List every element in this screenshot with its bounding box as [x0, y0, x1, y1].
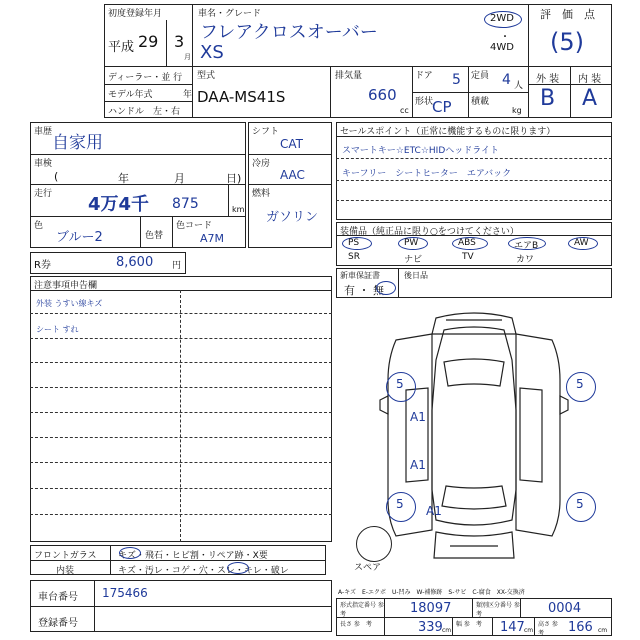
divider [412, 92, 528, 93]
recycle-label: R券 [34, 260, 51, 271]
history-label: 車歴 [34, 127, 53, 137]
dealer-label: ディーラー・並 行 [108, 73, 183, 83]
grade: XS [200, 42, 224, 63]
car-name: フレアクロスオーバー [200, 22, 378, 43]
mark-a1-door1: A1 [410, 410, 426, 424]
width-value: 147 [500, 620, 525, 635]
divider [570, 66, 571, 118]
interior-cond-label: 内装 [56, 566, 75, 576]
capacity-unit: 人 [514, 81, 524, 91]
class-ref-value: 0004 [548, 601, 582, 616]
notes-frame [30, 276, 332, 542]
equip-pw: PW [404, 238, 419, 248]
capacity-value: 4 [502, 72, 511, 88]
recycle-value: 8,600 [116, 255, 154, 270]
divider [166, 20, 167, 66]
equip-navi: ナビ [404, 255, 423, 265]
mileage-rest: 875 [172, 196, 199, 212]
km-unit: km [232, 205, 245, 214]
shape-label: 形状 [415, 97, 434, 107]
reg-month: 3 [174, 32, 185, 51]
model-ref-value: 18097 [410, 601, 452, 616]
recycle-unit: 円 [172, 261, 182, 271]
ac-label: 冷房 [252, 159, 271, 169]
front-glass-circle [119, 547, 141, 559]
equip-tv: TV [462, 252, 474, 262]
spare-circle [356, 526, 392, 562]
ac-value: AAC [280, 168, 305, 182]
type-label: 型式 [197, 71, 216, 81]
color-value: ブルー2 [56, 230, 103, 245]
door-label: ドア [415, 71, 433, 81]
equipment-title: 装備品（純正品に限り○をつけてください） [340, 227, 519, 237]
exterior-label: 外 装 [536, 74, 560, 85]
history-value: 自家用 [52, 133, 103, 153]
length-unit: cm [442, 627, 452, 634]
mark-front-left: 5 [396, 377, 404, 391]
notes-line1: 外装 うすい線キズ [36, 299, 103, 308]
later-items-label: 後日品 [404, 271, 428, 280]
spare-label: スペア [354, 563, 382, 573]
divider [104, 66, 528, 67]
divider [192, 4, 193, 66]
grade-value: (5) [550, 28, 584, 56]
month-unit: 月 [184, 53, 191, 61]
grade-label: 評 価 点 [540, 8, 595, 21]
equip-leather: カワ [516, 255, 535, 265]
interior-value: A [582, 86, 598, 111]
inspection-month: 月 [174, 172, 185, 185]
registration-label: 登録番号 [38, 618, 78, 629]
mark-front-right: 5 [576, 377, 584, 391]
equip-ps: PS [348, 238, 360, 248]
fuel-value: ガソリン [266, 210, 319, 225]
inspection-label: 車検 [34, 159, 53, 169]
damage-legend: A-キズ E-エクボ U-凹み W-補修跡 S-サビ C-腐食 XX-交換済 [338, 589, 525, 596]
mileage-value: 4万4千 [88, 194, 150, 215]
capacity-label: 定員 [471, 71, 490, 81]
era: 平成 [108, 40, 135, 55]
shift-value: CAT [280, 137, 303, 151]
notes-line2: シート すれ [36, 325, 79, 334]
equip-sr: SR [348, 252, 360, 262]
chassis-label: 車台番号 [38, 592, 78, 603]
inspection-year: 年 [118, 172, 129, 185]
divider [104, 84, 192, 85]
height-label: 高さ 参 考 [538, 621, 564, 637]
car-name-label: 車名・グレード [198, 9, 262, 19]
divider [528, 4, 529, 118]
interior-cond-circle [227, 562, 249, 574]
model-year-unit: 年 [183, 90, 193, 100]
mileage-label: 走行 [34, 189, 53, 199]
type-value: DAA-MS41S [197, 88, 286, 106]
length-label: 長さ 参 考 [340, 621, 372, 628]
sales-point-line1: スマートキー☆ETC☆HIDヘッドライト [342, 146, 499, 156]
mark-a1-door2: A1 [410, 458, 426, 472]
model-year-label: モデル年式 [108, 90, 153, 100]
displacement-value: 660 [368, 86, 397, 104]
class-ref-label: 類別区分番号 参 考 [476, 602, 526, 618]
mark-a1-rear: A1 [426, 504, 442, 518]
reg-year: 29 [138, 32, 159, 51]
displacement-label: 排気量 [335, 71, 363, 81]
width-label: 幅 参 考 [456, 621, 482, 628]
equip-abs: ABS [458, 238, 476, 248]
equip-airbag: エアB [514, 241, 539, 251]
length-value: 339 [418, 620, 443, 635]
mark-rear-left: 5 [396, 497, 404, 511]
inspection-day: 日) [226, 172, 242, 185]
interior-label: 内 装 [578, 74, 602, 85]
color-code-label: 色コード [176, 221, 213, 231]
warranty-value: 有 ・ 無 [344, 284, 384, 297]
model-ref-label: 形式指定番号 参 考 [340, 602, 390, 618]
divider [330, 66, 331, 118]
divider [192, 66, 193, 118]
chassis-value: 175466 [102, 586, 148, 600]
mark-rear-right: 5 [576, 497, 584, 511]
front-glass-value: キズ・飛石・ヒビ割・リペア跡・X要 [118, 551, 268, 561]
sales-point-title: セールスポイント（正常に機能するものに限ります） [340, 127, 556, 137]
shift-label: シフト [252, 127, 280, 137]
warranty-label: 新車保証書 [340, 271, 380, 280]
recycle-frame [30, 252, 186, 274]
color-change-label: 色替 [145, 231, 164, 241]
drive-dot: ・ [500, 32, 510, 43]
cc-unit: cc [400, 106, 409, 115]
handle-label: ハンドル 左・右 [108, 107, 181, 117]
divider [104, 101, 192, 102]
shape-value: CP [432, 98, 452, 116]
drive-4wd: 4WD [490, 42, 514, 53]
interior-cond-value: キズ・汚レ・コゲ・穴・スレ・キレ・破レ [118, 566, 289, 576]
height-unit: cm [598, 627, 608, 634]
notes-title: 注意事項申告欄 [34, 281, 98, 291]
color-code-value: A7M [200, 232, 225, 245]
height-value: 166 [568, 620, 593, 635]
color-label: 色 [34, 221, 44, 231]
fuel-label: 燃料 [252, 189, 271, 199]
first-reg-label: 初度登録年月 [108, 9, 163, 19]
door-value: 5 [452, 72, 461, 88]
load-label: 積載 [471, 97, 490, 107]
exterior-value: B [540, 86, 556, 111]
equip-aw: AW [574, 238, 589, 248]
load-unit: kg [512, 106, 522, 115]
inspection-open: ( [54, 170, 59, 183]
front-glass-label: フロントガラス [34, 551, 97, 561]
sales-point-line2: キーフリー シートヒーター エアバック [342, 169, 512, 179]
warranty-none-circle [376, 281, 396, 295]
drive-2wd: 2WD [490, 13, 514, 24]
width-unit: cm [524, 627, 534, 634]
